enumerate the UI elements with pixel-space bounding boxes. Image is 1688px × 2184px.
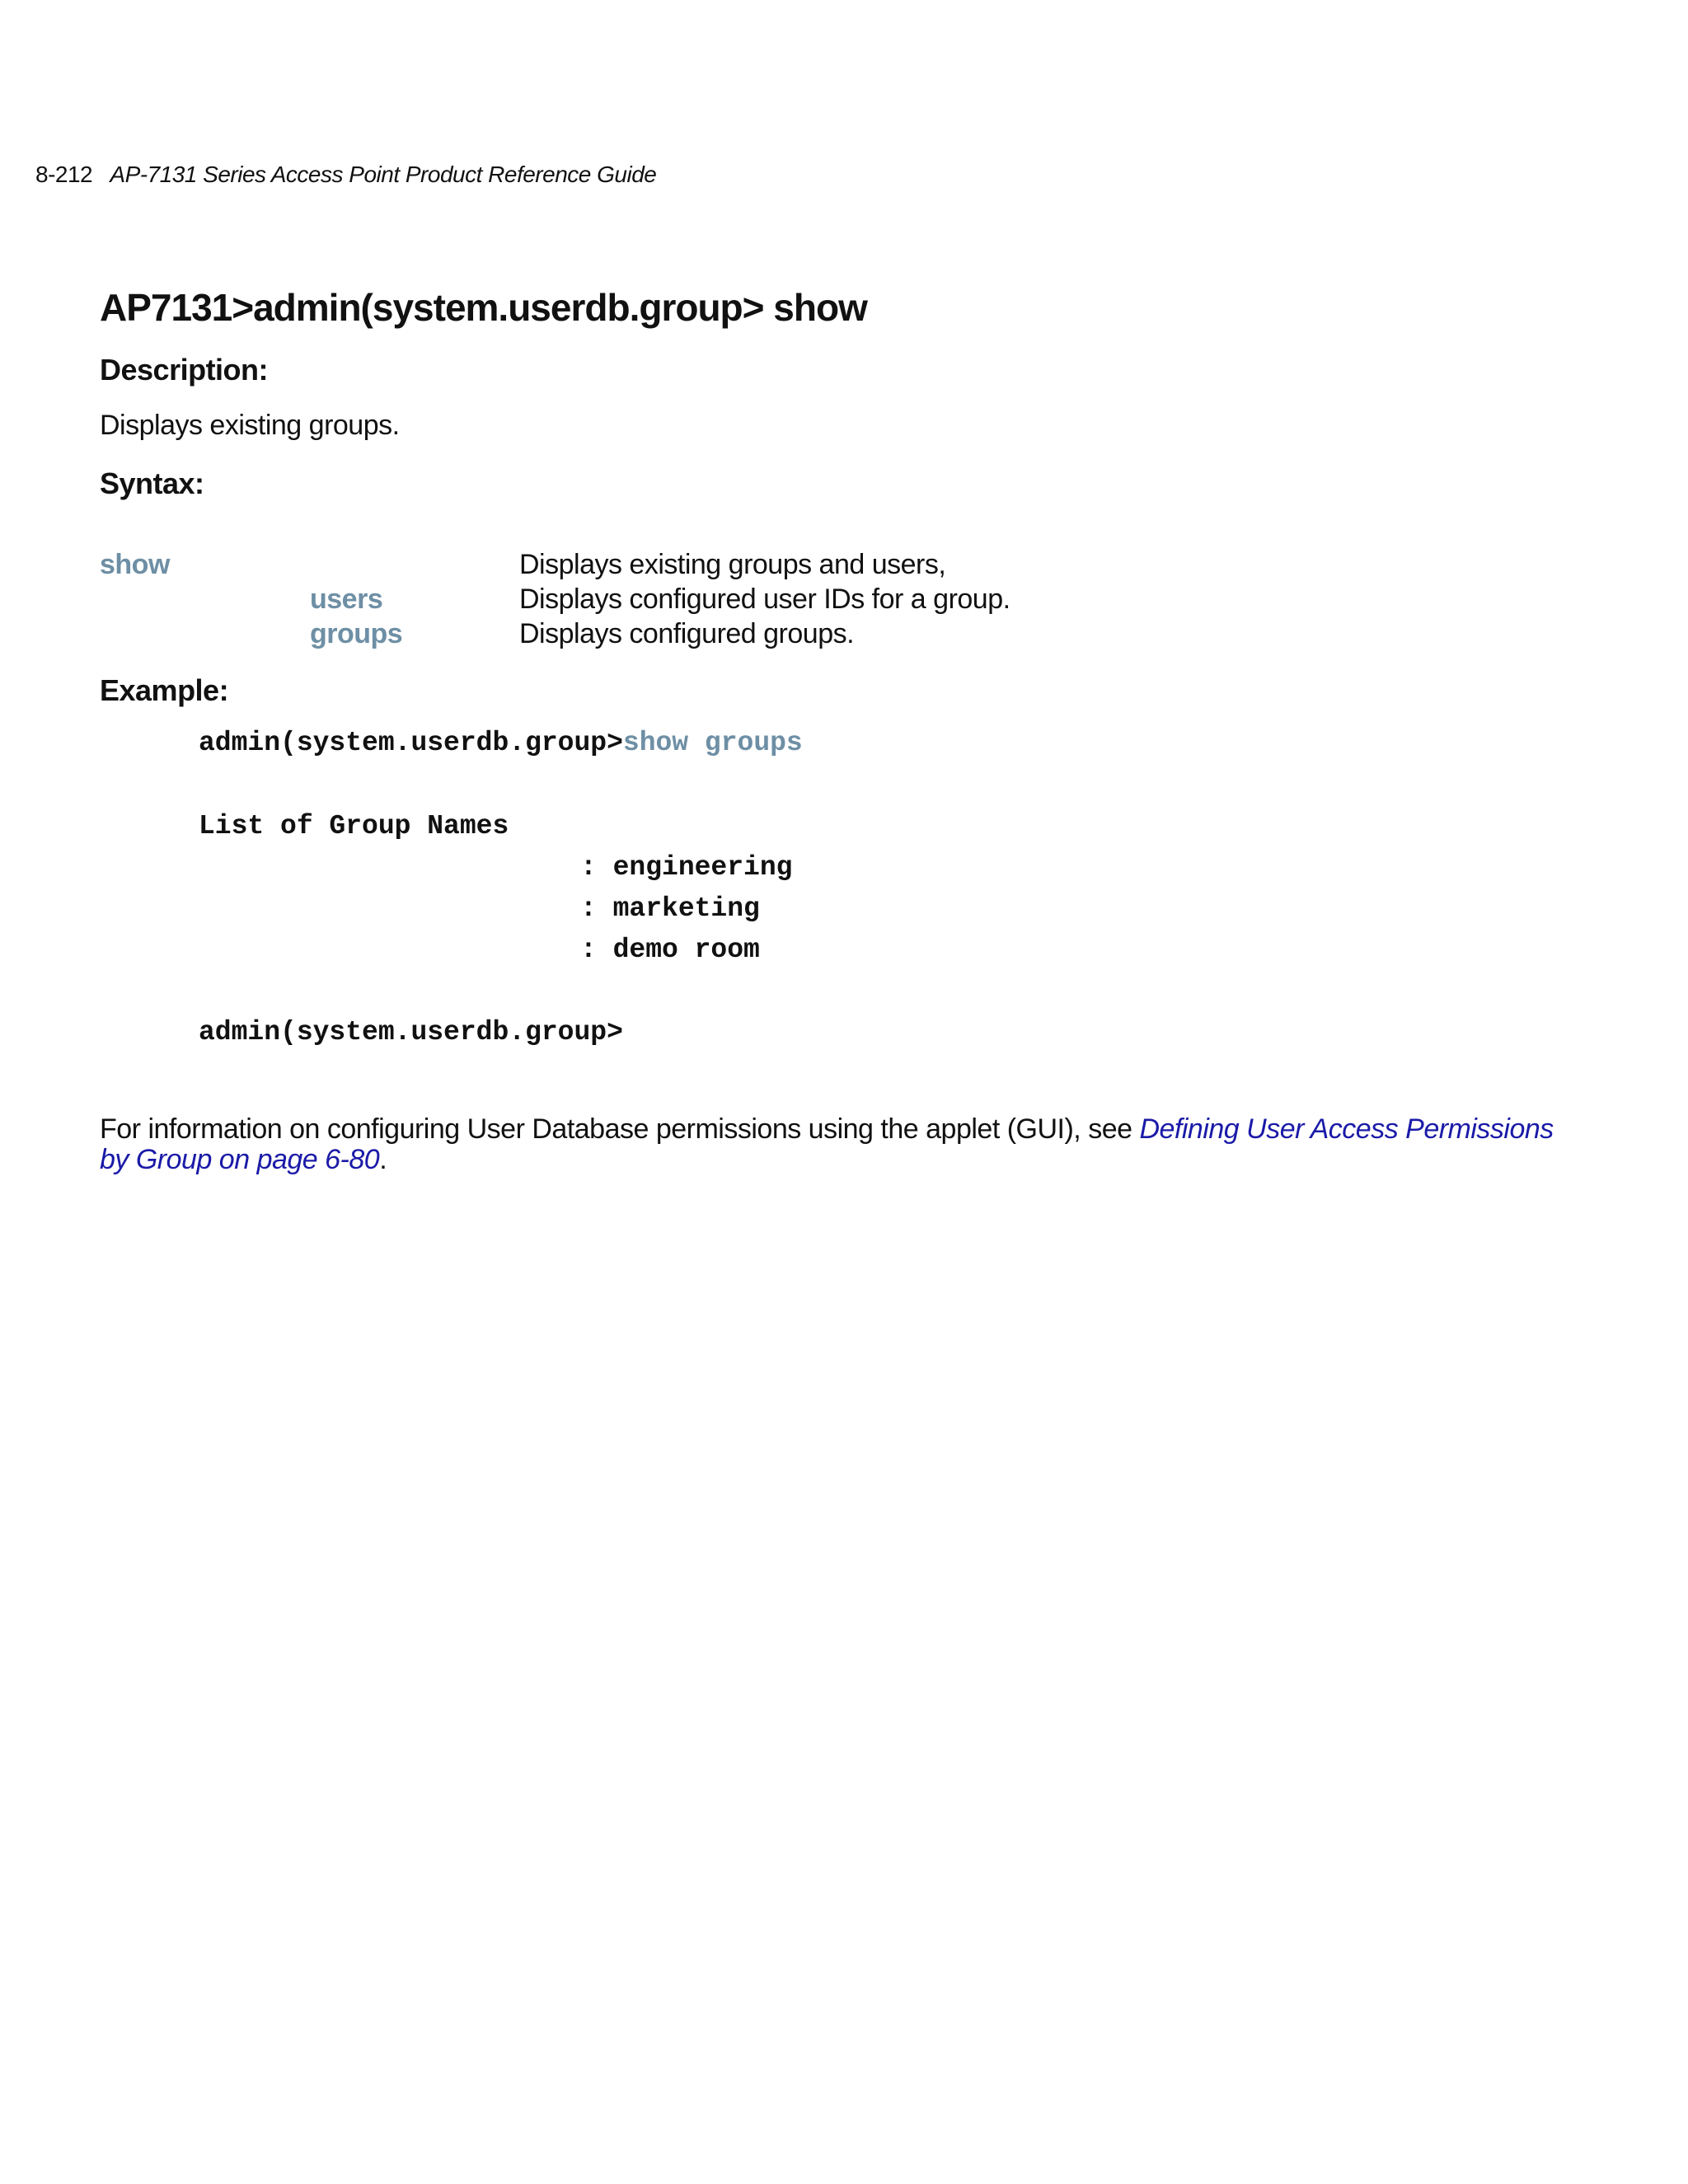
- code-prompt: admin(system.userdb.group>: [199, 728, 623, 758]
- page-number: 8-212: [35, 162, 93, 187]
- code-final-prompt: admin(system.userdb.group>: [199, 1017, 623, 1047]
- description-text: Displays existing groups.: [100, 410, 400, 441]
- code-group-item: : demo room: [580, 935, 760, 965]
- syntax-keyword-users: users: [310, 583, 383, 615]
- syntax-description-groups: Displays configured groups.: [519, 618, 855, 649]
- syntax-keyword-groups: groups: [310, 618, 403, 649]
- code-group-item: : marketing: [580, 893, 760, 924]
- syntax-row-groups: [100, 618, 1254, 653]
- running-header: [35, 162, 656, 188]
- code-group-item: : engineering: [580, 852, 793, 883]
- guide-title: AP-7131 Series Access Point Product Reference Guide: [110, 162, 657, 187]
- code-command-line: [199, 728, 803, 758]
- example-label: Example:: [100, 673, 229, 707]
- cross-reference-link[interactable]: Defining User Access Permissions by Group on page 6-80: [100, 1113, 1554, 1175]
- syntax-keyword-show: show: [100, 549, 170, 580]
- syntax-row-users: [100, 583, 1254, 618]
- info-text-end: .: [379, 1144, 387, 1175]
- code-command: show groups: [622, 728, 803, 758]
- syntax-description-users: Displays configured user IDs for a group.: [519, 583, 1010, 615]
- info-text: For information on configuring User Database permissions using the applet (GUI), see: [100, 1113, 1140, 1145]
- info-paragraph: [100, 1114, 1567, 1175]
- description-label: Description:: [100, 353, 269, 387]
- code-list-header: List of Group Names: [199, 811, 509, 841]
- command-heading: AP7131>admin(system.userdb.group> show: [100, 286, 867, 329]
- syntax-label: Syntax:: [100, 466, 204, 500]
- syntax-row-show: [100, 549, 1254, 583]
- syntax-description-show: Displays existing groups and users,: [519, 549, 946, 580]
